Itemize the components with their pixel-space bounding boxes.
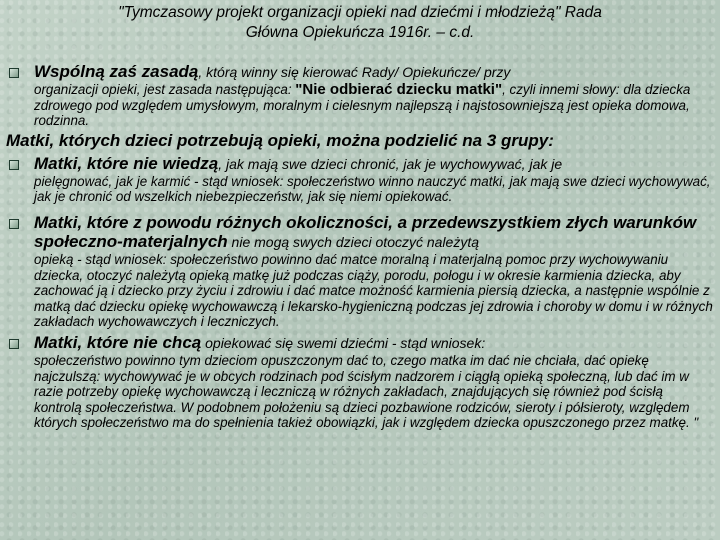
sub-text: , czyli innemi słowy: dla dziecka zdrowego pod względem umysłowym, moralnym i cielesnym najlepszą i najstosowniejszą jest opieka domowa, rodzinna. [34, 82, 691, 129]
slide-title [0, 3, 720, 43]
bullet-bold: Wspólną zaś zasadą [34, 62, 199, 81]
bullet-rest: nie mogą swych dzieci otoczyć należytą [227, 233, 480, 250]
bullet-item-mothers-dont-want [6, 333, 714, 431]
bullet-rest: , jak mają swe dzieci chronić, jak je wychowywać, jak je [218, 155, 563, 172]
bullet-bold: Matki, które nie wiedzą [34, 153, 219, 173]
square-bullet-icon [9, 219, 19, 229]
bullet-rest: opiekować się swemi dziećmi - stąd wniosek: [201, 334, 486, 351]
sub-text: społeczeństwo powinno tym dzieciom opuszczonym dać to, czego matka im dać nie chciała, dać opiekę najczulszą: wychowywać je w obcych rodzinach pod ścisłym nadzorem i ciągłą opieką społeczną, lub dać im w razie potrzeby opiekę wychowawczą i leczniczą w różnych zakładach, znajdujących się również pod ścisłą kontrolą społeczeństwa. W podobnem położeniu są dzieci pozbawione rodziców, sieroty i półsieroty, względem których społeczeństwo ma do spełnienia takież obowiązki, jak i względem dziecka opuszczonego przez matkę. " [34, 352, 699, 431]
square-bullet-icon [9, 68, 19, 78]
bullet-item-mothers-cannot [6, 213, 714, 330]
bullet-item-mothers-dont-know [6, 154, 714, 205]
quote-emphasis: "Nie odbierać dziecku matki" [295, 81, 503, 98]
section-heading: Matki, których dzieci potrzebują opieki, można podzielić na 3 grupy: [6, 130, 554, 150]
title-line-1: "Tymczasowy projekt organizacji opieki nad dziećmi i młodzieżą" Rada [118, 4, 602, 21]
sub-text: organizacji opieki, jest zasada następująca: [34, 82, 296, 97]
bullet-bold: Matki, które nie chcą [34, 332, 202, 352]
square-bullet-icon [9, 160, 19, 170]
title-line-2: Główna Opiekuńcza 1916r. – c.d. [245, 24, 475, 41]
square-bullet-icon [9, 339, 19, 349]
bullet-bold: Matki, które z powodu różnych okoliczności, a przedewszystkiem złych warunków społeczno-materjalnych [34, 212, 697, 251]
sub-text: pielęgnować, jak je karmić - stąd wniosek: społeczeństwo winno nauczyć matki, jak mają swe dzieci wychowywać, jak je chronić od wszelkich niebezpieczeństw, jak się niemi opiekować. [34, 173, 711, 205]
bullet-item-common-principle [6, 62, 714, 129]
bullet-rest: , którą winny się kierować Rady/ Opiekuńcze/ przy [198, 64, 511, 80]
sub-text: opieką - stąd wniosek: społeczeństwo powinno dać matce moralną i materjalną pomoc przy wychowywaniu dziecka, otoczyć należytą opieką matkę już podczas ciąży, porodu, połogu i w okresie karmienia dziecka, aby zachować ją i dziecko przy życiu i zdrowiu i dać matce możność karmienia piersią dziecka, a następnie wspólnie z matką dać dziecku opiekę wychowawczą i lekarsko-hygieniczną podczas jej zdrowia i choroby w domu i w różnych zakładach wychowawczych i leczniczych. [34, 251, 713, 330]
slide-content [6, 62, 714, 431]
